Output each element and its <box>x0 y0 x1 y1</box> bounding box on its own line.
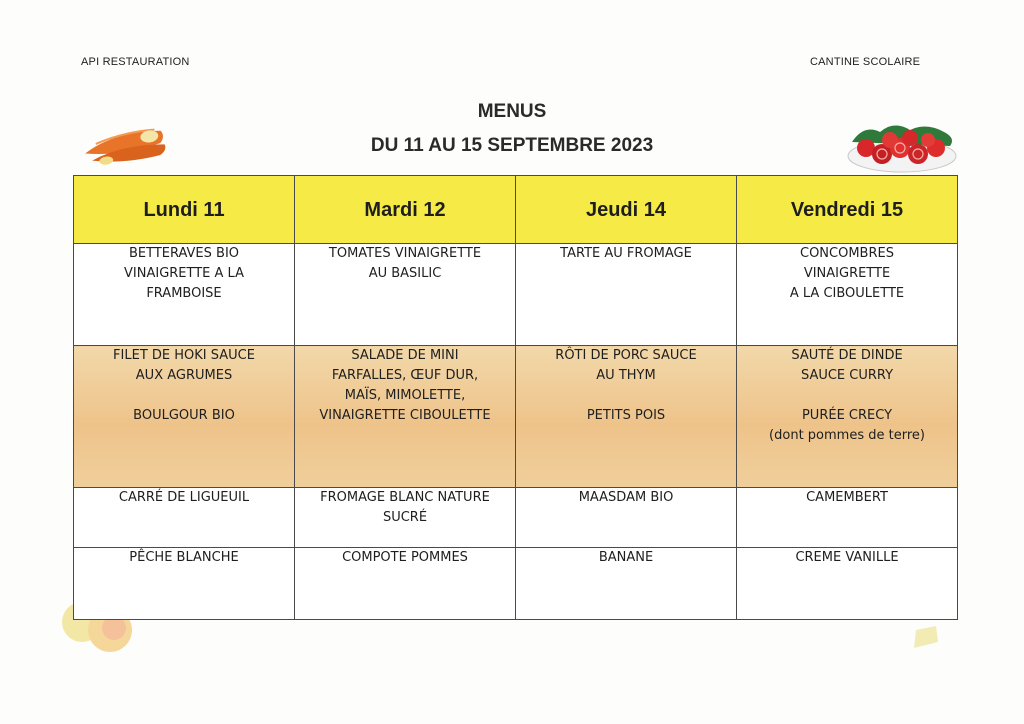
dish-line: CAMEMBERT <box>806 490 888 505</box>
side-dish-line: BOULGOUR BIO <box>133 408 235 423</box>
dish-line: VINAIGRETTE A LA <box>124 266 244 281</box>
days-header-row <box>74 176 958 244</box>
dish-line: COMPOTE POMMES <box>342 550 468 565</box>
dish-line: VINAIGRETTE <box>803 266 891 281</box>
dessert-row <box>74 548 958 620</box>
main-course-cell <box>295 346 516 488</box>
dish-line: CARRÉ DE LIGUEUIL <box>118 490 250 505</box>
dish-line: PÊCHE BLANCHE <box>129 550 239 565</box>
side-dish-line: PETITS POIS <box>586 408 666 423</box>
dish-line: FILET DE HOKI SAUCE <box>113 348 255 363</box>
dessert-cell <box>74 548 295 620</box>
dish-line: SUCRÉ <box>382 510 428 525</box>
dessert-cell <box>295 548 516 620</box>
dish-line: A LA CIBOULETTE <box>789 286 905 301</box>
date-range: DU 11 AU 15 SEPTEMBRE 2023 <box>370 135 654 156</box>
starter-cell <box>74 244 295 346</box>
starter-cell <box>295 244 516 346</box>
cheese-row <box>74 488 958 548</box>
dish-line: TOMATES VINAIGRETTE <box>328 246 482 261</box>
main-course-cell <box>516 346 737 488</box>
main-course-row <box>74 346 958 488</box>
dessert-cell <box>737 548 958 620</box>
main-course-cell <box>737 346 958 488</box>
day-header: Vendredi 15 <box>737 176 958 244</box>
side-dish-note: (dont pommes de terre) <box>769 428 925 443</box>
dish-line: FARFALLES, ŒUF DUR, <box>331 368 479 383</box>
dish-line: VINAIGRETTE CIBOULETTE <box>319 408 491 423</box>
restaurant-name: API RESTAURATION <box>81 56 190 68</box>
starter-row <box>74 244 958 346</box>
tomato-salad-icon <box>844 118 960 176</box>
day-header: Jeudi 14 <box>516 176 737 244</box>
dish-line: MAASDAM BIO <box>578 490 674 505</box>
dish-line: AU THYM <box>596 368 656 383</box>
day-header: Lundi 11 <box>74 176 295 244</box>
dish-line: SALADE DE MINI <box>351 348 459 363</box>
dish-line: TARTE AU FROMAGE <box>560 246 692 261</box>
page-title: MENUS <box>477 101 547 122</box>
cheese-cell <box>74 488 295 548</box>
dish-line: CREME VANILLE <box>795 550 899 565</box>
dish-line: AU BASILIC <box>368 266 442 281</box>
dish-line: RÔTI DE PORC SAUCE <box>555 348 697 363</box>
main-course-cell <box>74 346 295 488</box>
day-header: Mardi 12 <box>295 176 516 244</box>
menu-table <box>73 175 958 620</box>
dish-line: CONCOMBRES <box>800 246 894 261</box>
dessert-cell <box>516 548 737 620</box>
paper-fragment-icon <box>912 624 942 650</box>
dish-line: AUX AGRUMES <box>135 368 233 383</box>
dish-line: MAÏS, MIMOLETTE, <box>344 388 466 403</box>
cheese-cell <box>737 488 958 548</box>
dish-line: BETTERAVES BIO <box>128 246 240 261</box>
dish-line: FRAMBOISE <box>146 286 222 301</box>
canteen-label: CANTINE SCOLAIRE <box>810 56 921 68</box>
dish-line: SAUTÉ DE DINDE <box>791 348 903 363</box>
dish-line: SAUCE CURRY <box>800 368 894 383</box>
dish-line: FROMAGE BLANC NATURE <box>320 490 490 505</box>
cheese-cell <box>516 488 737 548</box>
dish-line: BANANE <box>598 550 654 565</box>
starter-cell <box>737 244 958 346</box>
cheese-cell <box>295 488 516 548</box>
side-dish-line: PURÉE CRECY <box>801 408 893 423</box>
carrots-icon <box>76 120 172 166</box>
starter-cell <box>516 244 737 346</box>
